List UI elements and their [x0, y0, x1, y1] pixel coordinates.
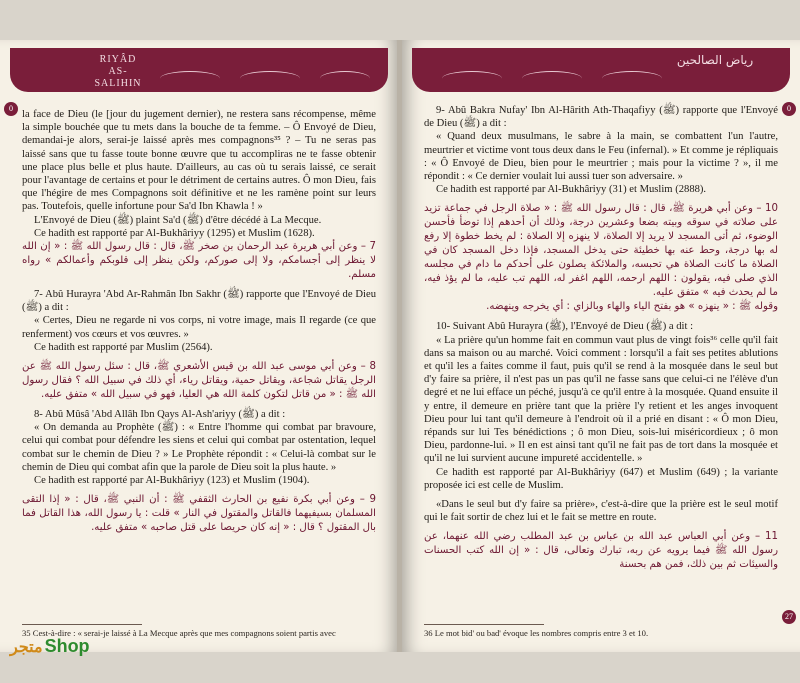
paragraph: la face de Dieu (le [jour du jugement dernier), ne restera sans récompense, même la simple bouchée que tu mets dans la bouche de ta femme. – Ô Envoyé de Dieu, demandai-je alors, serai-je laissé après mes compagnons³⁵ ? – Tu ne seras pas laissé sans que tu fasse toute bonne œuvre que tu accompliras ne te fasse obtenir une place plus belle et plus haute. D'ailleurs, au cas où tu serais laissé, ce serait pour l'avantage de certains et pour le détriment de certains autres. Ô mon Dieu, fais que l'hégire de mes Compagnons soit définitive et ne les ramène point sur leurs pas. Toutefois, quelle infortune pour Sa'd Ibn Khawla ! »	[22, 109, 376, 213]
header-ornament-icon	[240, 71, 300, 86]
paragraph: Ce hadith est rapporté par Al-Bukhâriyy (1295) et Muslim (1628).	[34, 227, 315, 239]
hadith-10-text: « La prière qu'un homme fait en commun vaut plus de vingt fois³⁶ celle qu'il fait dans sa maison ou au marché. Voici comment : lorsqu'il a fait ses petites ablutions et qu'il les a faites comme il faut, puis qu'il se rend à la mosquée dans le seul but d'y faire sa prière, il n'est pas un pas qu'il ne fasse sans que celui-ci ne l'élève d'un degré et ne lui efface un péché, jusqu'à ce qu'il entre à la mosquée. Quand ensuite il y entre, il demeure en prière tant que la prière l'y retient et les anges invoquent Dieu pour lui tant qu'il demeure à l'endroit où il a prié en disant : « Ô mon Dieu, répands sur lui Tes bénédictions ; ô mon Dieu, sois-lui miséricordieux ; ô mon Dieu, pardonne-lui. » Il en est ainsi tant qu'il ne fait pas de tort dans la mosquée et qu'il ne lui survient aucune impureté accidentelle. »	[424, 334, 778, 465]
book-spread	[0, 40, 800, 652]
paragraph: L'Envoyé de Dieu (ﷺ) plaint Sa'd (ﷺ) d'être décédé à La Mecque.	[34, 214, 322, 226]
left-page-header	[10, 48, 388, 92]
right-page-number-top: 0	[782, 102, 796, 116]
shop-logo-arabic: متجر	[10, 639, 43, 656]
hadith-7-source: Ce hadith est rapporté par Muslim (2564).	[34, 341, 213, 353]
hadith-9-lead: 9- Abû Bakra Nufay' Ibn Al-Hârith Ath-Thaqafiyy (ﷺ) rapporte que l'Envoyé de Dieu (ﷺ) a dit :	[424, 105, 778, 130]
arabic-hadith-9: 9 – وعن أبي بكرة نفيع بن الحارث الثقفي ﷺ : أن النبي ﷺ، قال : « إذا التقى المسلمان بسيفيهما فالقاتل والمقتول في النار » قلت : يا رسول الله، هذا القاتل فما بال المقتول ؟ قال : « إنه كان حريصا على قتل صاحبه » متفق عليه.	[22, 494, 376, 534]
left-page-body	[22, 104, 376, 535]
hadith-10-note: «Dans le seul but d'y faire sa prière», c'est-à-dire que la prière est le seul motif qui le fait sortir de chez lui et le fait se mettre en route.	[424, 499, 778, 524]
left-header-title: RIYÂD AS-SALIHIN	[94, 54, 142, 89]
left-page	[0, 40, 398, 652]
header-ornament-icon	[320, 71, 370, 86]
right-header-title: رياض الصالحين	[676, 53, 754, 67]
header-ornament-icon	[602, 71, 662, 86]
right-page-number-bottom: 27	[782, 610, 796, 624]
header-ornament-icon	[160, 71, 220, 86]
footnote: 36 Le mot bid' ou bad' évoque les nombres compris entre 3 et 10.	[424, 628, 649, 638]
right-page	[402, 40, 800, 652]
arabic-hadith-10: 10 – وعن أبي هريرة ﷺ، قال : قال رسول الله ﷺ : « صلاة الرجل في جماعة تزيد على صلاته في سوقه وبيته بضعا وعشرين درجة، وذلك أن أحدهم إذا توضأ فأحسن الوضوء، ثم أتى المسجد لا يريد إلا الصلاة، لا ينهزه إلا الصلاة : لم يخط خطوة إلا رفع له بها درجة، وحط عنه بها خطيئة حتى يدخل المسجد، فإذا دخل المسجد كان في الصلاة ما كانت الصلاة هي تحبسه، والملائكة يصلون على أحدكم ما دام في مجلسه الذي صلى فيه، يقولون : اللهم ارحمه، اللهم اغفر له، اللهم تب عليه، ما لم يؤذ فيه، ما لم يحدث فيه » متفق عليه.	[424, 203, 778, 299]
left-page-number: 0	[4, 102, 18, 116]
arabic-hadith-7: 7 – وعن أبي هريرة عبد الرحمان بن صخر ﷺ، قال : قال رسول الله ﷺ : « إن الله لا ينظر إلى أجسامكم، ولا إلى صوركم، ولكن ينظر إلى قلوبكم وأعمالكم » رواه مسلم.	[22, 241, 376, 281]
hadith-8-text: « On demanda au Prophète (ﷺ) : « Entre l'homme qui combat par bravoure, celui qui combat pour défendre les siens et celui qui combat par ostentation, lequel combat sur le chemin de Dieu ? » Le Prophète répondit : « Celui-là combat sur le chemin de Dieu qui combat afin que la parole de Dieu soit la plus haute. »	[22, 422, 376, 473]
hadith-8-source: Ce hadith est rapporté par Al-Bukhâriyy (123) et Muslim (1904).	[34, 475, 310, 487]
footnote-divider	[424, 624, 544, 625]
hadith-8-lead: 8- Abû Mûsâ 'Abd Allâh Ibn Qays Al-Ash'ariyy (ﷺ) a dit :	[34, 409, 286, 421]
hadith-10-source: Ce hadith est rapporté par Al-Bukhâriyy (647) et Muslim (649) ; la variante proposée ici est celle de Muslim.	[424, 466, 778, 491]
header-ornament-icon	[442, 71, 502, 86]
arabic-hadith-11: 11 – وعن أبي العباس عبد الله بن عباس بن عبد المطلب رضي الله عنهما، عن رسول الله ﷺ فيما يرويه عن ربه، تبارك وتعالى، قال : « إن الله كتب الحسنات والسيئات ثم بين ذلك، فمن هم بحسنة	[424, 531, 778, 571]
hadith-9-source: Ce hadith est rapporté par Al-Bukhâriyy (31) et Muslim (2888).	[436, 184, 707, 196]
right-page-header	[412, 48, 790, 92]
hadith-9-text: « Quand deux musulmans, le sabre à la main, se combattent l'un l'autre, meurtrier et victime vont tous deux dans le Feu (infernal). » Et comme je répliquais : « Ô Envoyé de Dieu, bien pour le meurtrier ; mais pour la victime ? », il me répondit : « Ce dernier voulait lui aussi tuer son adversaire. »	[424, 131, 778, 183]
shop-logo-text: Shop	[44, 636, 90, 656]
arabic-explanation: وقوله ﷺ : « ينهزه » هو بفتح الياء والهاء وبالزاي : أي يخرجه وينهضه.	[486, 301, 778, 313]
header-ornament-icon	[522, 71, 582, 86]
hadith-7-lead: 7- Abû Hurayra 'Abd Ar-Rahmân Ibn Sakhr (ﷺ) rapporte que l'Envoyé de Dieu (ﷺ) a dit :	[22, 289, 376, 314]
footnote: 35 Cest-à-dire : « serai-je laissé à La Mecque après que mes compagnons soient partis avec	[22, 628, 336, 638]
arabic-hadith-8: 8 – وعن أبي موسى عبد الله بن قيس الأشعري ﷺ، قال : سئل رسول الله ﷺ عن الرجل يقاتل شجاعة، ويقاتل حمية، ويقاتل رياء، أي ذلك في سبيل الله ؟ فقال رسول الله ﷺ : « من قاتل لتكون كلمة الله هي العليا، فهو في سبيل الله » متفق عليه.	[22, 361, 376, 401]
shop-logo	[10, 636, 90, 657]
footnote-divider	[22, 624, 142, 625]
right-page-body	[424, 104, 778, 572]
hadith-10-lead: 10- Suivant Abû Hurayra (ﷺ), l'Envoyé de Dieu (ﷺ) a dit :	[436, 321, 694, 333]
hadith-7-text: « Certes, Dieu ne regarde ni vos corps, ni votre image, mais Il regarde (ce que renferment) vos cœurs et vos œuvres. »	[22, 315, 376, 340]
